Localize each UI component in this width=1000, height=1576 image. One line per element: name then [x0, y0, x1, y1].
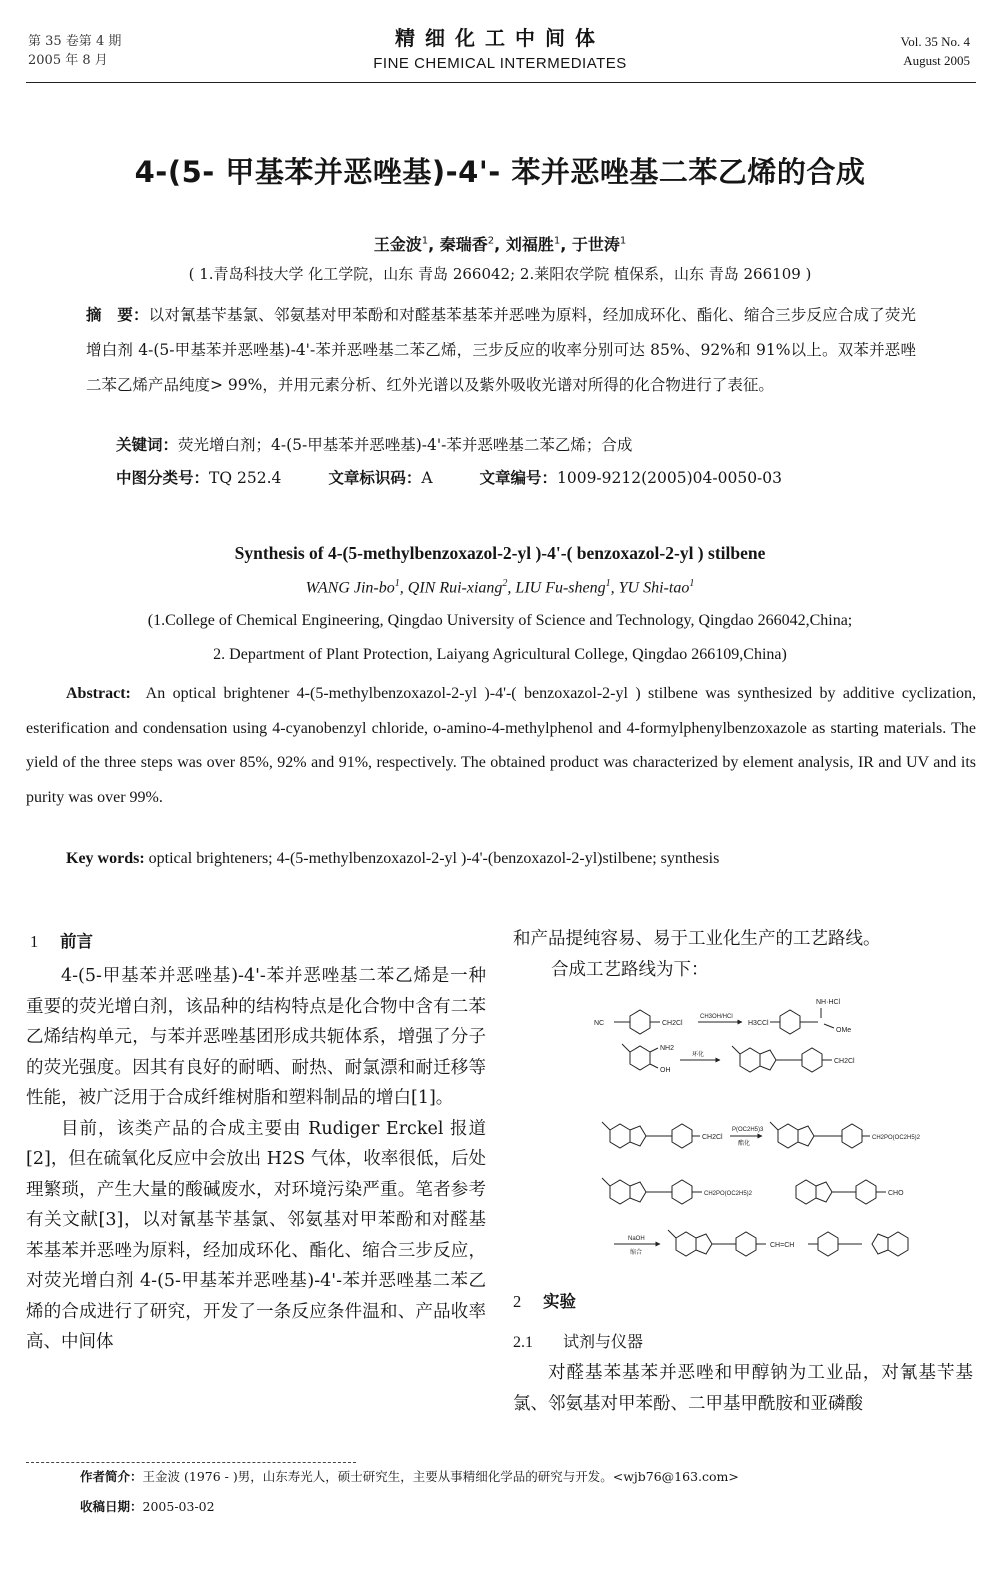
clc-label: 中图分类号：	[116, 469, 210, 487]
benzene-ring	[818, 1232, 838, 1256]
paper-title-en: Synthesis of 4-(5-methylbenzoxazol-2-yl )-4'-( benzoxazol-2-yl ) stilbene	[234, 543, 766, 563]
benzene-ring	[796, 1180, 816, 1204]
paragraph-continuation: 和产品提纯容易、易于工业化生产的工艺路线。	[513, 929, 881, 949]
author-name: 于世涛	[571, 235, 620, 254]
route-caption: 合成工艺路线为下：	[551, 960, 709, 980]
affiliation-en-1: (1.College of Chemical Engineering, Qingdao University of Science and Technology, Qingdao 266042,China;	[147, 612, 853, 629]
author-name: 刘福胜	[505, 235, 554, 254]
scheme-reagent-2: 环化	[692, 1052, 705, 1058]
issue-volume-en: Vol. 35 No. 4	[900, 34, 970, 49]
journal-masthead	[0, 22, 1000, 72]
scheme-label-cho: CHO	[888, 1190, 904, 1197]
benzene-ring	[802, 1048, 822, 1072]
header-rule	[26, 82, 976, 83]
oxazole-ring	[798, 1126, 814, 1146]
scheme-reagent-3: P(OC2H5)3	[732, 1127, 764, 1133]
scheme-reagent-1: CH3OH/HCl	[700, 1014, 733, 1020]
section-title: 前言	[60, 932, 93, 951]
benzene-ring	[740, 1048, 760, 1072]
body-right-column	[513, 1358, 973, 1419]
author-list-cn: 王金波$^1$, 秦瑞香$^2$, 刘福胜$^1$, 于世涛$^1$	[373, 235, 627, 254]
scheme-label-phosphonate: CH2PO(OC2H5)2	[872, 1135, 921, 1141]
paragraph: 4-(5-甲基苯并恶唑基)-4'-苯并恶唑基二苯乙烯是一种重要的荧光增白剂，该品种的结构特点是化合物中含有二苯乙烯结构单元，与苯并恶唑基团形成共轭体系，增强了分子的荧光强度。因其有良好的耐晒、耐热、耐氯漂和耐迁移等性能，被广泛用于合成纤维树脂和塑料制品的增白[1]。	[26, 966, 486, 1108]
benzene-ring	[842, 1124, 862, 1148]
scheme-reagent-4: NaOH	[628, 1236, 645, 1242]
benzene-ring	[630, 1010, 650, 1034]
footnote-author-label: 作者简介：	[80, 1469, 143, 1484]
scheme-label-oh: OH	[660, 1067, 671, 1074]
benzene-ring	[780, 1010, 800, 1034]
keywords-cn	[116, 433, 632, 455]
author-affil-mark: 1	[619, 235, 627, 247]
scheme-label-ch2cl: CH2Cl	[662, 1020, 683, 1027]
benzene-ring	[888, 1232, 908, 1256]
keywords-text-en: optical brighteners; 4-(5-methylbenzoxazol-2-yl )-4'-(benzoxazol-2-yl)stilbene; synthesis	[148, 850, 720, 867]
paragraph: 目前，该类产品的合成主要由 Rudiger Erckel 报道[2]，但在硫氧化反应中会放出 H2S 气体，收率很低，后处理繁琐，产生大量的酸碱废水，对环境污染严重。笔者参考有关文献[3]，以对氰基苄基氯、邻氨基对甲苯酚和对醛基苯基苯并恶唑为原料，经加成环化、酯化、缩合三步反应，对荧光增白剂 4-(5-甲基苯并恶唑基)-4'-苯并恶唑基二苯乙烯的合成进行了研究，开发了一条反应条件温和、产品收率高、中间体	[26, 1118, 486, 1352]
author-affil-mark: 1	[553, 235, 561, 247]
oxazole-ring	[816, 1182, 832, 1202]
author-affil-mark: 2	[487, 235, 495, 247]
benzene-ring	[676, 1232, 696, 1256]
footnote-author-text: 王金波 (1976 - )男，山东寿光人，硕士研究生，主要从事精细化学品的研究与开发。<wjb76@163.com>	[142, 1469, 739, 1484]
author-name: 王金波	[373, 235, 422, 254]
scheme-reagent-3b: 酯化	[738, 1141, 751, 1147]
subsection-number: 2.1	[513, 1334, 533, 1351]
section-title: 实验	[543, 1292, 576, 1311]
author-name: 秦瑞香	[439, 235, 488, 254]
author-name-en: QIN Rui-xiang	[407, 579, 503, 597]
scheme-reagent-4b: 缩合	[630, 1250, 643, 1256]
benzene-ring	[610, 1124, 630, 1148]
benzene-ring	[856, 1180, 876, 1204]
author-name-en: YU Shi-tao	[618, 579, 690, 597]
keywords-en	[66, 850, 719, 868]
benzene-ring	[672, 1124, 692, 1148]
footnote-date-text: 2005-03-02	[142, 1499, 215, 1514]
paragraph: 对醛基苯基苯并恶唑和甲醇钠为工业品，对氰基苄基氯、邻氨基对甲苯酚、二甲基甲酰胺和亚磷酸	[513, 1363, 973, 1414]
issue-date-cn: 2005 年 8 月	[28, 53, 108, 68]
issue-volume-cn: 第 35 卷第 4 期	[28, 34, 122, 49]
synthesis-scheme	[580, 990, 960, 1280]
scheme-label-nhhcl: NH·HCl	[816, 999, 841, 1006]
benzene-ring	[778, 1124, 798, 1148]
oxazole-ring	[872, 1234, 888, 1254]
classification-row	[116, 466, 782, 488]
scheme-label-ome: OMe	[836, 1027, 852, 1034]
author-name-en: WANG Jin-bo	[305, 579, 395, 597]
subsection-2-1-heading	[513, 1329, 643, 1352]
affiliation-en-2: 2. Department of Plant Protection, Laiyang Agricultural College, Qingdao 266109,China)	[213, 646, 787, 663]
author-affil-mark: 1	[689, 578, 695, 589]
author-affil-mark: 2	[502, 578, 508, 589]
abstract-label-en: Abstract:	[66, 685, 131, 702]
abstract-cn	[86, 298, 916, 403]
article-number-label: 文章编号：	[479, 469, 557, 487]
footnote-received	[80, 1497, 215, 1515]
journal-title-cn: 精细化工中间体	[395, 26, 605, 50]
author-affil-mark: 1	[394, 578, 400, 589]
author-list-en: WANG Jin-$bo^1$, QIN Rui-xiang$^2$, LIU Fu-sheng$^1$, YU Shi-tao$^1$	[305, 578, 695, 597]
scheme-label-phosphonate: CH2PO(OC2H5)2	[704, 1191, 753, 1197]
benzene-ring	[736, 1232, 756, 1256]
section-1-heading	[30, 928, 93, 952]
header-issue-en	[901, 32, 970, 70]
subsection-title: 试剂与仪器	[563, 1332, 644, 1351]
keywords-text-cn: 荧光增白剂；4-(5-甲基苯并恶唑基)-4'-苯并恶唑基二苯乙烯；合成	[178, 436, 633, 454]
benzene-ring	[672, 1180, 692, 1204]
journal-title-en: FINE CHEMICAL INTERMEDIATES	[373, 55, 627, 72]
oxazole-ring	[696, 1234, 712, 1254]
oxazole-ring	[630, 1182, 646, 1202]
abstract-text-en: An optical brightener 4-(5-methylbenzoxazol-2-yl )-4'-( benzoxazol-2-yl ) stilbene was synthesized by additive cyclization, esterification and condensation using 4-cyanobenzyl chloride, o-amino-4-methylphenol and 4-formylphenylbenzoxazole as starting materials. The yield of the three steps was over 85%, 92% and 91%, respectively. The obtained product was characterized by element analysis, IR and UV and its purity was over 99%.	[26, 685, 977, 806]
doc-code-value: A	[421, 469, 433, 487]
abstract-label-cn: 摘 要：	[86, 306, 149, 324]
benzene-ring	[610, 1180, 630, 1204]
footnote-rule	[26, 1462, 356, 1463]
footnote-author	[80, 1467, 739, 1485]
abstract-en	[26, 677, 976, 815]
keywords-label-en: Key words:	[66, 850, 145, 867]
scheme-label-ch2cl: CH2Cl	[834, 1058, 855, 1065]
scheme-label-chch: CH=CH	[770, 1242, 795, 1249]
issue-date-en: August 2005	[903, 53, 970, 68]
doc-code-label: 文章标识码：	[328, 469, 422, 487]
scheme-label-nc: NC	[594, 1020, 605, 1027]
author-name-en: LIU Fu-sheng	[515, 579, 606, 597]
scheme-label-h3ccl: H3CCl	[748, 1020, 769, 1027]
oxazole-ring	[760, 1050, 776, 1070]
keywords-label-cn: 关键词：	[116, 436, 179, 454]
author-affil-mark: 1	[421, 235, 429, 247]
oxazole-ring	[630, 1126, 646, 1146]
body-left-column	[26, 961, 486, 1358]
scheme-label-ch2cl: CH2Cl	[702, 1134, 723, 1141]
affiliation-cn: ( 1.青岛科技大学 化工学院，山东 青岛 266042; 2.莱阳农学院 植保系，山东 青岛 266109 )	[188, 265, 812, 283]
footnote-date-label: 收稿日期：	[80, 1499, 143, 1514]
benzene-ring	[630, 1046, 650, 1070]
scheme-label-nh2: NH2	[660, 1045, 675, 1052]
article-number-value: 1009-9212(2005)04-0050-03	[556, 469, 783, 487]
section-2-heading	[513, 1288, 576, 1312]
clc-value: TQ 252.4	[209, 469, 282, 487]
author-affil-mark: 1	[605, 578, 611, 589]
section-number: 1	[30, 932, 39, 951]
paper-title-cn: 4-(5- 甲基苯并恶唑基)-4'- 苯并恶唑基二苯乙烯的合成	[134, 155, 866, 189]
section-number: 2	[513, 1292, 522, 1311]
abstract-text-cn: 以对氰基苄基氯、邻氨基对甲苯酚和对醛基苯基苯并恶唑为原料，经加成环化、酯化、缩合三步反应合成了荧光增白剂 4-(5-甲基苯并恶唑基)-4'-苯并恶唑基二苯乙烯，三步反应的收率分别可达 85%、92%和 91%以上。双苯并恶唑二苯乙烯产品纯度> 99%，并用元素分析、红外光谱以及紫外吸收光谱对所得的化合物进行了表征。	[86, 306, 916, 394]
